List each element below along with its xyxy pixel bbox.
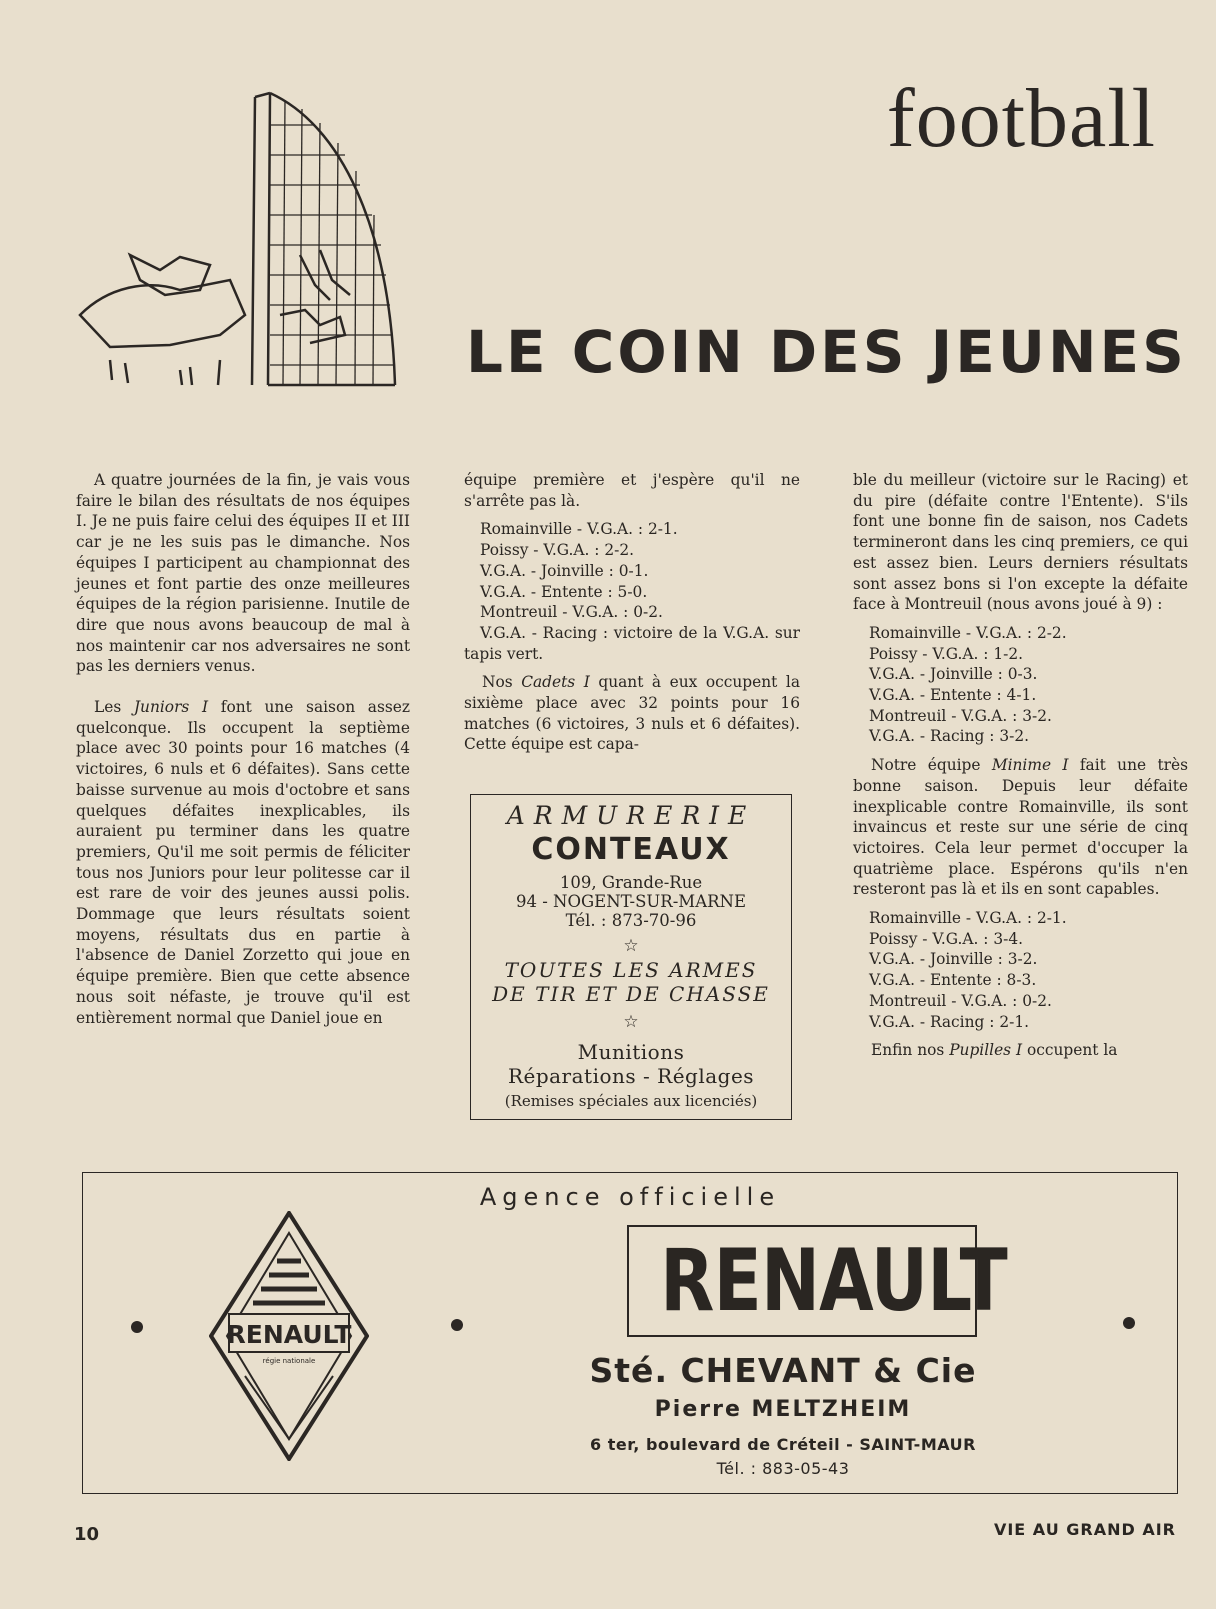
score-line: V.G.A. - Joinville : 3-2. (869, 950, 1038, 969)
ad-phone: Tél. : 873-70-96 (565, 911, 697, 930)
contact-name: Pierre MELTZHEIM (654, 1397, 912, 1422)
score-line: Poissy - V.G.A. : 1-2. (869, 644, 1024, 663)
brand-box (627, 1225, 1007, 1337)
score-line: V.G.A. - Joinville : 0-1. (480, 561, 649, 580)
brand-name: RENAULT (660, 1231, 1007, 1331)
ad-note: (Remises spéciales aux licenciés) (504, 1092, 758, 1110)
decorative-dot (131, 1321, 143, 1333)
score-line: Montreuil - V.G.A. : 0-2. (869, 991, 1052, 1010)
section-label: football (886, 72, 1156, 165)
team-name: Juniors I (133, 698, 209, 717)
team-name: Cadets I (521, 673, 590, 692)
score-line: V.G.A. - Racing : 3-2. (869, 727, 1030, 746)
ad-title: ARMURERIE (506, 801, 756, 830)
paragraph-cadets: Nos Cadets I quant à eux occupent la sixième place avec 32 points pour 16 matches (6 victoires, 3 nuls et 6 défaites). Cette équipe est capa- (464, 673, 801, 754)
logo-subtext: régie nationale (262, 1357, 316, 1365)
score-line: Romainville - V.G.A. : 2-2. (869, 623, 1067, 642)
score-line: Montreuil - V.G.A. : 3-2. (869, 706, 1052, 725)
paragraph: A quatre journées de la fin, je vais vous faire le bilan des résultats de nos équipes I. Je ne puis faire celui des équipes II et III car je ne les suis pas le dimanche. Nos équipes I participent au championnat des jeunes et font partie des onze meilleures équipes de la région parisienne. Inutile de dire que nous avons beaucoup de mal à nos maintenir car nos adversaires ne sont pas les derniers venus. (76, 471, 410, 676)
score-line: Romainville - V.G.A. : 2-1. (480, 520, 678, 539)
paragraph-juniors: Les Juniors I font une saison assez quelconque. Ils occupent la septième place avec 30 points pour 16 matches (4 victoires, 6 nuls et 6 défaites). Sans cette baisse survenue au mois d'octobre et sans quelques défaites inexplicables, ils auraient pu terminer dans les quatre premiers, Qu'il me soit permis de féliciter tous nos Juniors pour leur politesse car il est rare de voir des jeunes aussi polis. Dommage que leurs résultats soient moyens, résultats dus en partie à l'absence de Daniel Zorzetto qui joue en équipe première. Bien que cette absence nous soit néfaste, je trouve qu'il est entièrement normal que Daniel joue en (76, 698, 410, 1027)
score-line: V.G.A. - Entente : 8-3. (869, 971, 1037, 990)
magazine-title: VIE AU GRAND AIR (993, 1520, 1176, 1539)
decorative-dot (451, 1319, 463, 1331)
page-number: 10 (74, 1524, 100, 1545)
score-line: V.G.A. - Entente : 4-1. (869, 686, 1037, 705)
renault-diamond-logo (209, 1211, 369, 1461)
article-column-2 (464, 470, 800, 755)
article-column-1 (76, 470, 410, 1028)
minimes-scores-list (869, 908, 1188, 1032)
score-line: Poissy - V.G.A. : 3-4. (869, 929, 1024, 948)
armurerie-advertisement (470, 794, 792, 1120)
paragraph-minimes: Notre équipe Minime I fait une très bonne saison. Depuis leur défaite inexplicable contre Romainville, ils sont invaincus et reste sur une série de cinq victoires. Cela leur permet d'occuper la quatrième place. Espérons qu'ils n'en resteront pas là et ils en sont capables. (853, 756, 1188, 899)
score-line: Montreuil - V.G.A. : 0-2. (480, 603, 663, 622)
goalkeeper-illustration (70, 85, 410, 405)
score-line: V.G.A. - Joinville : 0-3. (869, 665, 1038, 684)
ad-shop-name: CONTEAUX (531, 832, 731, 867)
paragraph: équipe première et j'espère qu'il ne s'arrête pas là. (464, 471, 800, 510)
score-line: Romainville - V.G.A. : 2-1. (869, 909, 1067, 928)
ad-services: Munitions Réparations - Réglages (507, 1040, 755, 1088)
company-phone: Tél. : 883-05-43 (716, 1459, 850, 1478)
decorative-dot (1123, 1317, 1135, 1329)
ad-agency-label: Agence officielle (479, 1183, 781, 1211)
cadets-scores-list (869, 623, 1188, 747)
ad-slogan: TOUTES LES ARMES DE TIR ET DE CHASSE (492, 958, 770, 1006)
company-address: 6 ter, boulevard de Créteil - SAINT-MAUR (590, 1435, 976, 1454)
score-line: V.G.A. - Racing : 2-1. (869, 1012, 1030, 1031)
team-name: Minime I (991, 756, 1069, 775)
score-line: V.G.A. - Racing : victoire de la V.G.A. sur tapis vert. (464, 623, 800, 663)
team-name: Pupilles I (949, 1041, 1023, 1060)
company-name: Sté. CHEVANT & Cie (589, 1351, 977, 1390)
score-line: V.G.A. - Entente : 5-0. (480, 582, 648, 601)
article-column-3 (853, 470, 1188, 1061)
paragraph-pupilles: Enfin nos Pupilles I occupent la (871, 1041, 1118, 1060)
ad-address: 109, Grande-Rue 94 - NOGENT-SUR-MARNE Tél. : 873-70-96 (471, 873, 791, 930)
juniors-scores-list (464, 519, 800, 664)
logo-text: RENAULT (226, 1320, 352, 1349)
star-icon: ☆ (623, 936, 639, 956)
score-line: Poissy - V.G.A. : 2-2. (480, 541, 635, 560)
paragraph: ble du meilleur (victoire sur le Racing) et du pire (défaite contre l'Entente). S'ils font une bonne fin de saison, nos Cadets termineront dans les cinq premiers, ce qui est assez bien. Leurs derniers résultats sont assez bons si l'on excepte la défaite face à Montreuil (nous avons joué à 9) : (853, 471, 1188, 614)
star-icon: ☆ (623, 1012, 639, 1032)
renault-advertisement (82, 1172, 1178, 1494)
page-title: LE COIN DES JEUNES (466, 318, 1187, 386)
